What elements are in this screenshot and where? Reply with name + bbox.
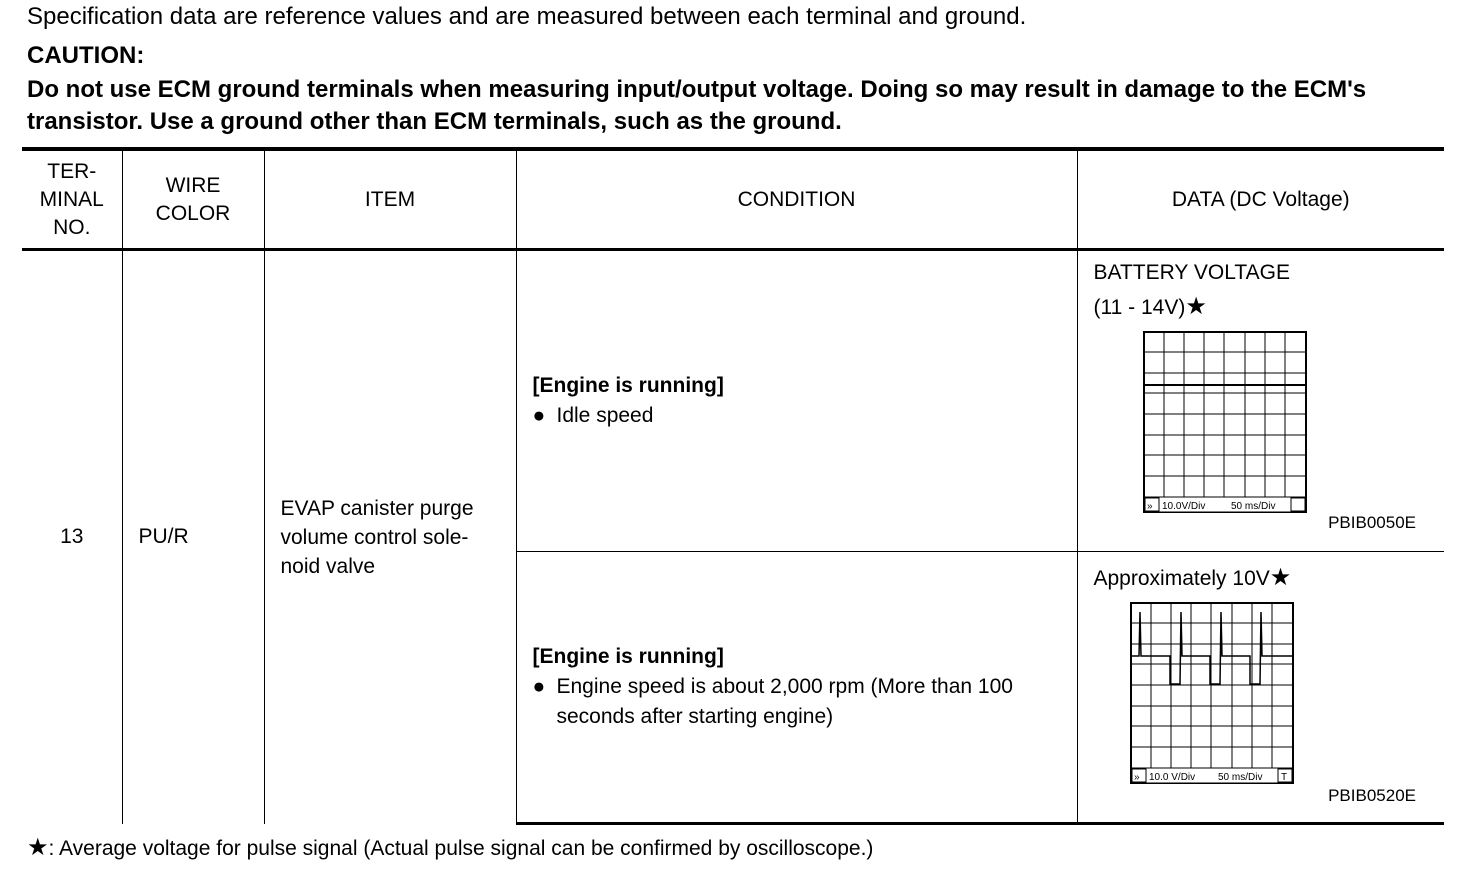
condition-bullet-text: Engine speed is about 2,000 rpm (More than 100 seconds after starting engine) — [556, 675, 1013, 728]
table-row — [22, 250, 1444, 552]
scope-time-scale: 50 ms/Div — [1230, 501, 1275, 512]
figure-id: PBIB0050E — [1328, 513, 1416, 532]
header-wire-color: WIRE COLOR — [122, 149, 264, 250]
scope-arrow-icon: » — [1146, 501, 1153, 512]
figure-id: PBIB0520E — [1328, 786, 1416, 805]
condition-idle — [516, 250, 1077, 552]
caution-title: CAUTION: — [27, 42, 145, 69]
star-icon: ★ — [27, 834, 49, 861]
scope-channel-scale: 10.0 V/Div — [1148, 772, 1195, 783]
spec-intro: Specification data are reference values and are measured between each terminal and ground. — [27, 3, 1027, 30]
star-icon: ★ — [1269, 564, 1292, 591]
scope-graph — [1130, 602, 1296, 784]
header-condition: CONDITION — [516, 149, 1077, 250]
data-voltage-label: BATTERY VOLTAGE — [1093, 261, 1290, 284]
star-icon: ★ — [1185, 293, 1207, 320]
item-name: EVAP canister purge volume control sole- noid valve — [264, 250, 516, 824]
scope-time-scale: 50 ms/Div — [1217, 772, 1262, 783]
header-data: DATA (DC Voltage) — [1077, 149, 1444, 250]
header-item: ITEM — [264, 149, 516, 250]
scope-channel-scale: 10.0V/Div — [1161, 501, 1205, 512]
footnote — [27, 834, 873, 863]
data-2000rpm — [1077, 552, 1444, 824]
terminal-number: 13 — [60, 525, 84, 549]
scope-arrow-icon: » — [1133, 772, 1140, 783]
header-terminal-no: TER- MINAL NO. — [22, 149, 122, 250]
condition-bullet-text: Idle speed — [556, 404, 654, 427]
footnote-text: : Average voltage for pulse signal (Actual pulse signal can be confirmed by oscilloscope.) — [48, 837, 874, 860]
data-voltage-range: (11 - 14V) — [1093, 296, 1186, 319]
bullet-icon: ● — [532, 675, 546, 698]
ecm-terminal-table — [22, 147, 1444, 825]
condition-2000rpm — [516, 552, 1077, 824]
condition-heading: [Engine is running] — [532, 645, 724, 668]
caution-text: Do not use ECM ground terminals when measuring input/output voltage. Doing so may result in damage to the ECM's transistor. Use a ground other than ECM terminals, such as the ground. — [27, 76, 1367, 135]
oscilloscope-battery-voltage — [1143, 331, 1309, 513]
bullet-icon: ● — [532, 404, 546, 427]
scope-graph — [1143, 331, 1309, 513]
oscilloscope-pulse-signal — [1130, 602, 1296, 784]
data-voltage-label: Approximately 10V — [1093, 567, 1270, 590]
wire-color: PU/R — [122, 250, 264, 824]
scope-trigger-icon: T — [1280, 772, 1287, 783]
table-header-row — [22, 149, 1444, 250]
data-idle — [1077, 250, 1444, 552]
condition-heading: [Engine is running] — [532, 374, 724, 397]
